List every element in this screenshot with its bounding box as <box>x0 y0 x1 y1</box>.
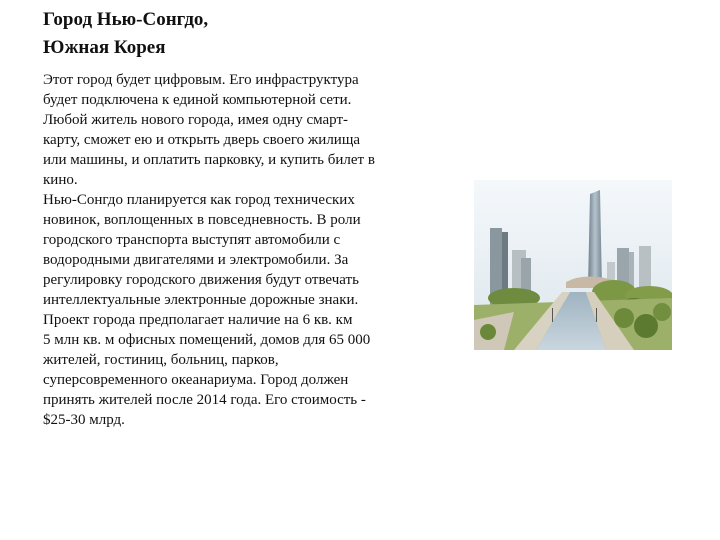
text-line: интеллектуальные электронные дорожные знаки. <box>43 292 359 308</box>
text-line: суперсовременного океанариума. Город должен <box>43 372 349 388</box>
city-illustration <box>474 180 672 350</box>
text-line: жителей, гостиниц, больниц, парков, <box>43 352 279 368</box>
text-line: принять жителей после 2014 года. Его стоимость - <box>43 392 366 408</box>
text-line: кино. <box>43 172 78 188</box>
text-line: Проект города предполагает наличие на 6 кв. км <box>43 312 353 328</box>
title-line-1: Город Нью-Сонгдо, <box>43 9 209 30</box>
skyscraper <box>588 190 602 288</box>
title-line-2: Южная Корея <box>43 37 166 58</box>
text-line: новинок, воплощенных в повседневность. В роли <box>43 212 361 228</box>
text-line: Этот город будет цифровым. Его инфраструктура <box>43 72 359 88</box>
text-line: Нью-Сонгдо планируется как город технических <box>43 192 355 208</box>
text-line: городского транспорта выступят автомобили с <box>43 232 341 248</box>
text-line: Любой житель нового города, имея одну смарт- <box>43 112 349 128</box>
slide-title <box>43 6 463 62</box>
text-line: $25-30 млрд. <box>43 412 125 428</box>
text-line: водородными двигателями и электромобили. За <box>43 252 349 268</box>
text-line: или машины, и оплатить парковку, и купить билет в <box>43 152 375 168</box>
paragraph-project <box>43 310 428 430</box>
text-line: регулировку городского движения будут отвечать <box>43 272 359 288</box>
paragraph-transport <box>43 190 428 310</box>
city-photo <box>474 180 672 350</box>
text-line: карту, сможет ею и открыть дверь своего жилища <box>43 132 361 148</box>
paragraph-digital-city <box>43 70 428 190</box>
text-line: 5 млн кв. м офисных помещений, домов для 65 000 <box>43 332 371 348</box>
text-line: будет подключена к единой компьютерной сети. <box>43 92 352 108</box>
slide-body <box>43 70 428 430</box>
